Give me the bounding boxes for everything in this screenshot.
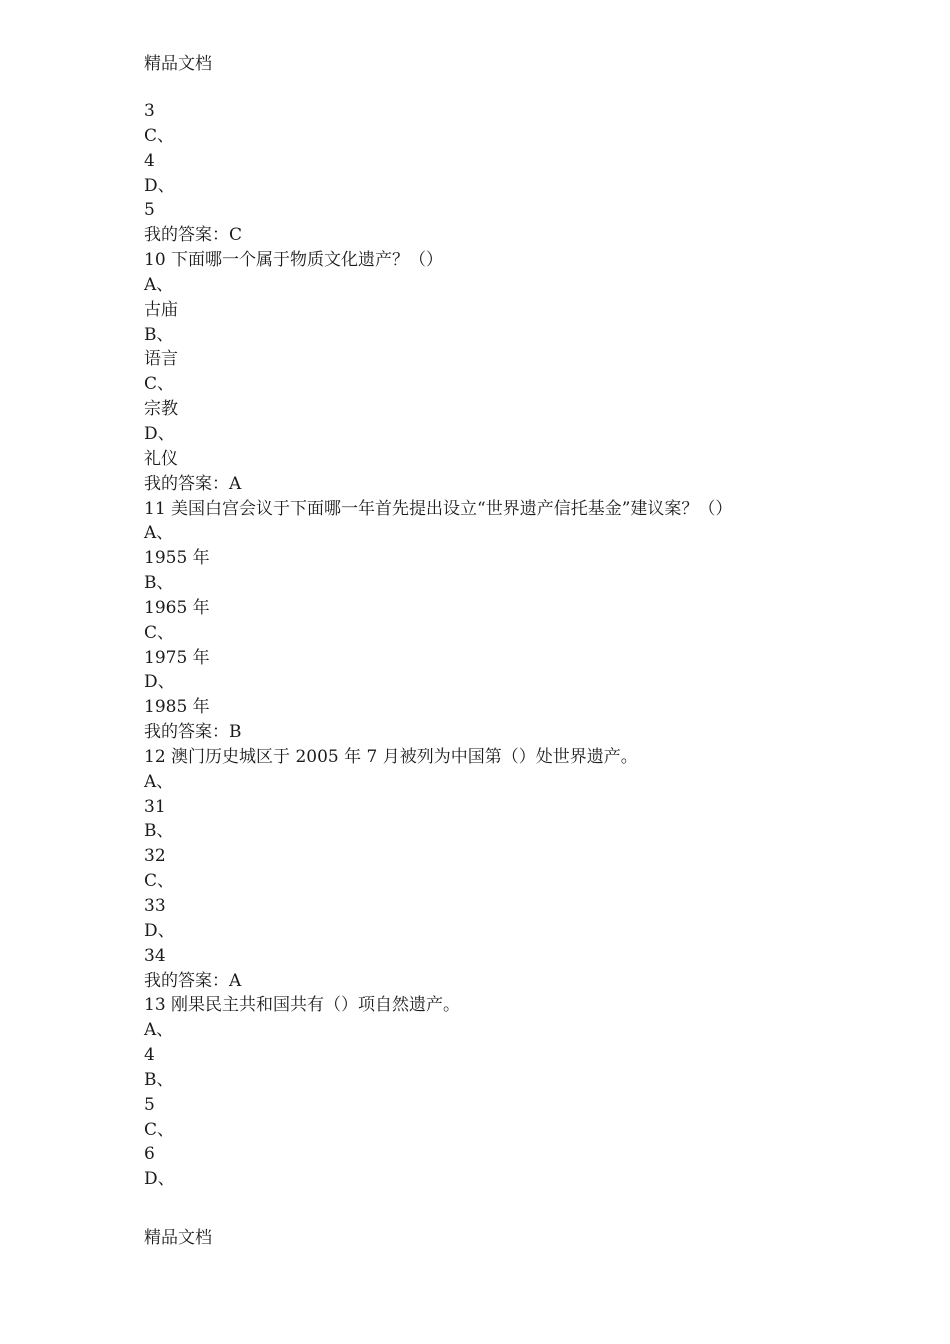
text-line: B、 — [144, 573, 174, 594]
page-header: 精品文档 — [144, 54, 212, 74]
text-line: C、 — [144, 622, 175, 643]
text-line: A、 — [144, 1020, 174, 1041]
text-line: D、 — [144, 1169, 175, 1190]
document-body — [144, 99, 904, 1192]
text-line: B、 — [144, 821, 174, 842]
text-line: D、 — [144, 423, 175, 444]
text-line: 宗教 — [144, 399, 178, 420]
text-line: 1975 年 — [144, 647, 210, 668]
text-line: 1985 年 — [144, 697, 210, 718]
text-line: 4 — [144, 1045, 155, 1066]
text-line: A、 — [144, 274, 174, 295]
text-line: 34 — [144, 945, 166, 966]
text-line: 礼仪 — [144, 448, 178, 469]
page-footer: 精品文档 — [144, 1228, 212, 1248]
text-line: C、 — [144, 125, 175, 146]
text-line: 13 刚果民主共和国共有（）项自然遗产。 — [144, 995, 461, 1016]
text-line: 31 — [144, 796, 166, 817]
text-line: 11 美国白宫会议于下面哪一年首先提出设立“世界遗产信托基金”建议案？（） — [144, 498, 733, 519]
text-line: 我的答案：A — [144, 473, 242, 494]
text-line: 3 — [144, 101, 155, 121]
text-line: 语言 — [144, 349, 178, 370]
text-line: 5 — [144, 1094, 155, 1115]
text-line: D、 — [144, 920, 175, 941]
text-line: 5 — [144, 200, 155, 221]
text-line: C、 — [144, 1119, 175, 1140]
text-line: B、 — [144, 324, 174, 345]
text-line: 古庙 — [144, 299, 178, 320]
text-line: 1965 年 — [144, 597, 210, 618]
text-line: C、 — [144, 374, 175, 395]
text-line: C、 — [144, 871, 175, 892]
text-line: 我的答案：A — [144, 970, 242, 991]
text-line: D、 — [144, 672, 175, 693]
text-line: 4 — [144, 150, 155, 171]
text-line: 33 — [144, 896, 166, 916]
text-line: A、 — [144, 523, 174, 544]
text-line: D、 — [144, 175, 175, 196]
text-line: 我的答案：B — [144, 722, 242, 743]
text-line: 32 — [144, 846, 166, 867]
text-line: 10 下面哪一个属于物质文化遗产？（） — [144, 250, 444, 271]
text-line: A、 — [144, 771, 174, 792]
text-line: B、 — [144, 1069, 174, 1090]
text-line: 12 澳门历史城区于 2005 年 7 月被列为中国第（）处世界遗产。 — [144, 746, 638, 767]
text-line: 1955 年 — [144, 548, 210, 569]
text-line: 6 — [144, 1144, 155, 1165]
text-line: 我的答案：C — [144, 225, 243, 246]
